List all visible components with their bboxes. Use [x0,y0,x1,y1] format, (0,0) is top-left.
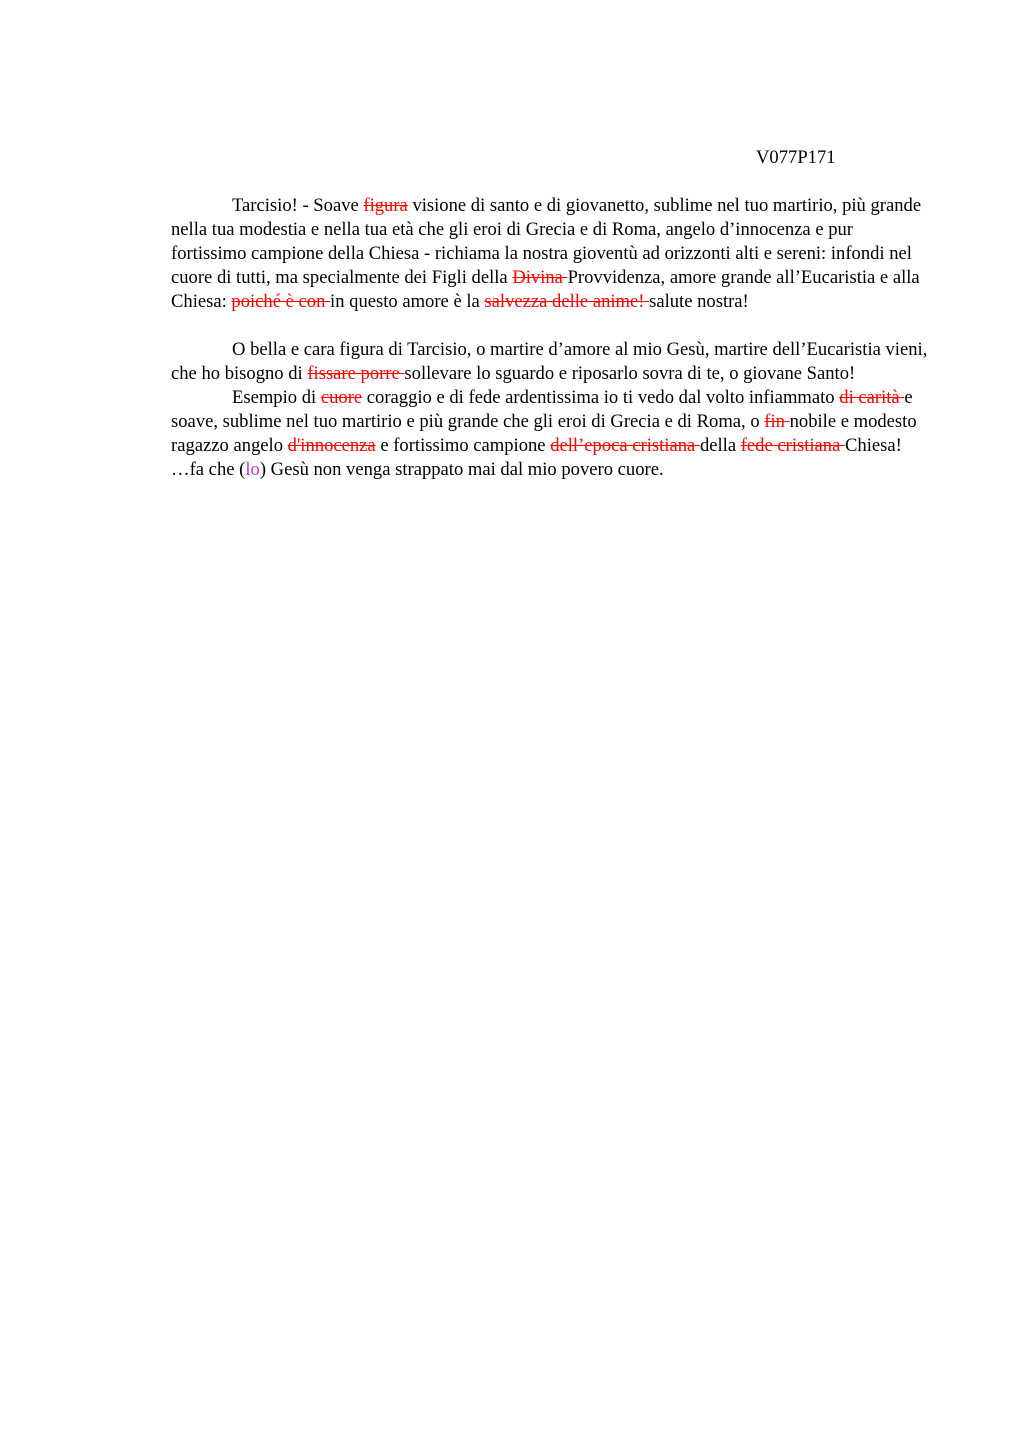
deleted-text: poiché è con [231,291,331,312]
deleted-text: fede cristiana [740,435,846,456]
text-run: Chiesa! [845,435,902,456]
inserted-text: lo [245,459,260,480]
paragraph-4 [171,458,931,482]
paragraph-3 [171,386,931,458]
text-run: nobile e modesto ragazzo angelo [171,411,917,456]
deleted-text: salvezza delle anime! [484,291,650,312]
deleted-text: Divina [512,267,568,288]
paragraph-2 [171,338,931,386]
document-body [171,194,931,482]
text-run: Tarcisio! - Soave [232,195,364,216]
page-code: V077P171 [756,147,836,168]
text-run: sollevare lo sguardo e riposarlo sovra di te, o giovane Santo! [404,363,856,384]
deleted-text: cuore [320,387,363,408]
text-run: Provvidenza, amore grande all’Eucaristia e alla Chiesa: [171,267,920,312]
text-run: coraggio e di fede ardentissima io ti vedo dal volto infiammato [362,387,840,408]
text-run: O bella e cara figura di Tarcisio, o martire d’amore al mio Gesù, martire dell’Eucaristia vieni, che ho bisogno di [171,339,928,384]
text-run: e fortissimo campione [375,435,551,456]
deleted-text: fin [764,411,790,432]
text-run: salute nostra! [649,291,749,312]
text-run: in questo amore è la [330,291,485,312]
deleted-text: dell’epoca cristiana [550,435,700,456]
deleted-text: figura [363,195,408,216]
deleted-text: d'innocenza [287,435,376,456]
text-run: ) Gesù non venga strappato mai dal mio povero cuore. [259,459,664,480]
text-run: visione di santo e di giovanetto, sublime nel tuo martirio, più grande nella tua modestia e nella tua età che gli eroi di Grecia e di Roma, angelo d’innocenza e pur fortissimo campione della Chiesa - richiama la nostra gioventù ad orizzonti alti e sereni: infondi nel cuore di tutti, ma specialmente dei Figli della [171,195,922,288]
paragraph-spacer [171,314,931,338]
text-run: …fa che ( [171,459,246,480]
text-run: della [699,435,741,456]
deleted-text: fissare porre [307,363,405,384]
text-run: e soave, sublime nel tuo martirio e più grande che gli eroi di Grecia e di Roma, o [171,387,913,432]
text-run: Esempio di [232,387,321,408]
paragraph-1 [171,194,931,314]
deleted-text: di carità [839,387,905,408]
